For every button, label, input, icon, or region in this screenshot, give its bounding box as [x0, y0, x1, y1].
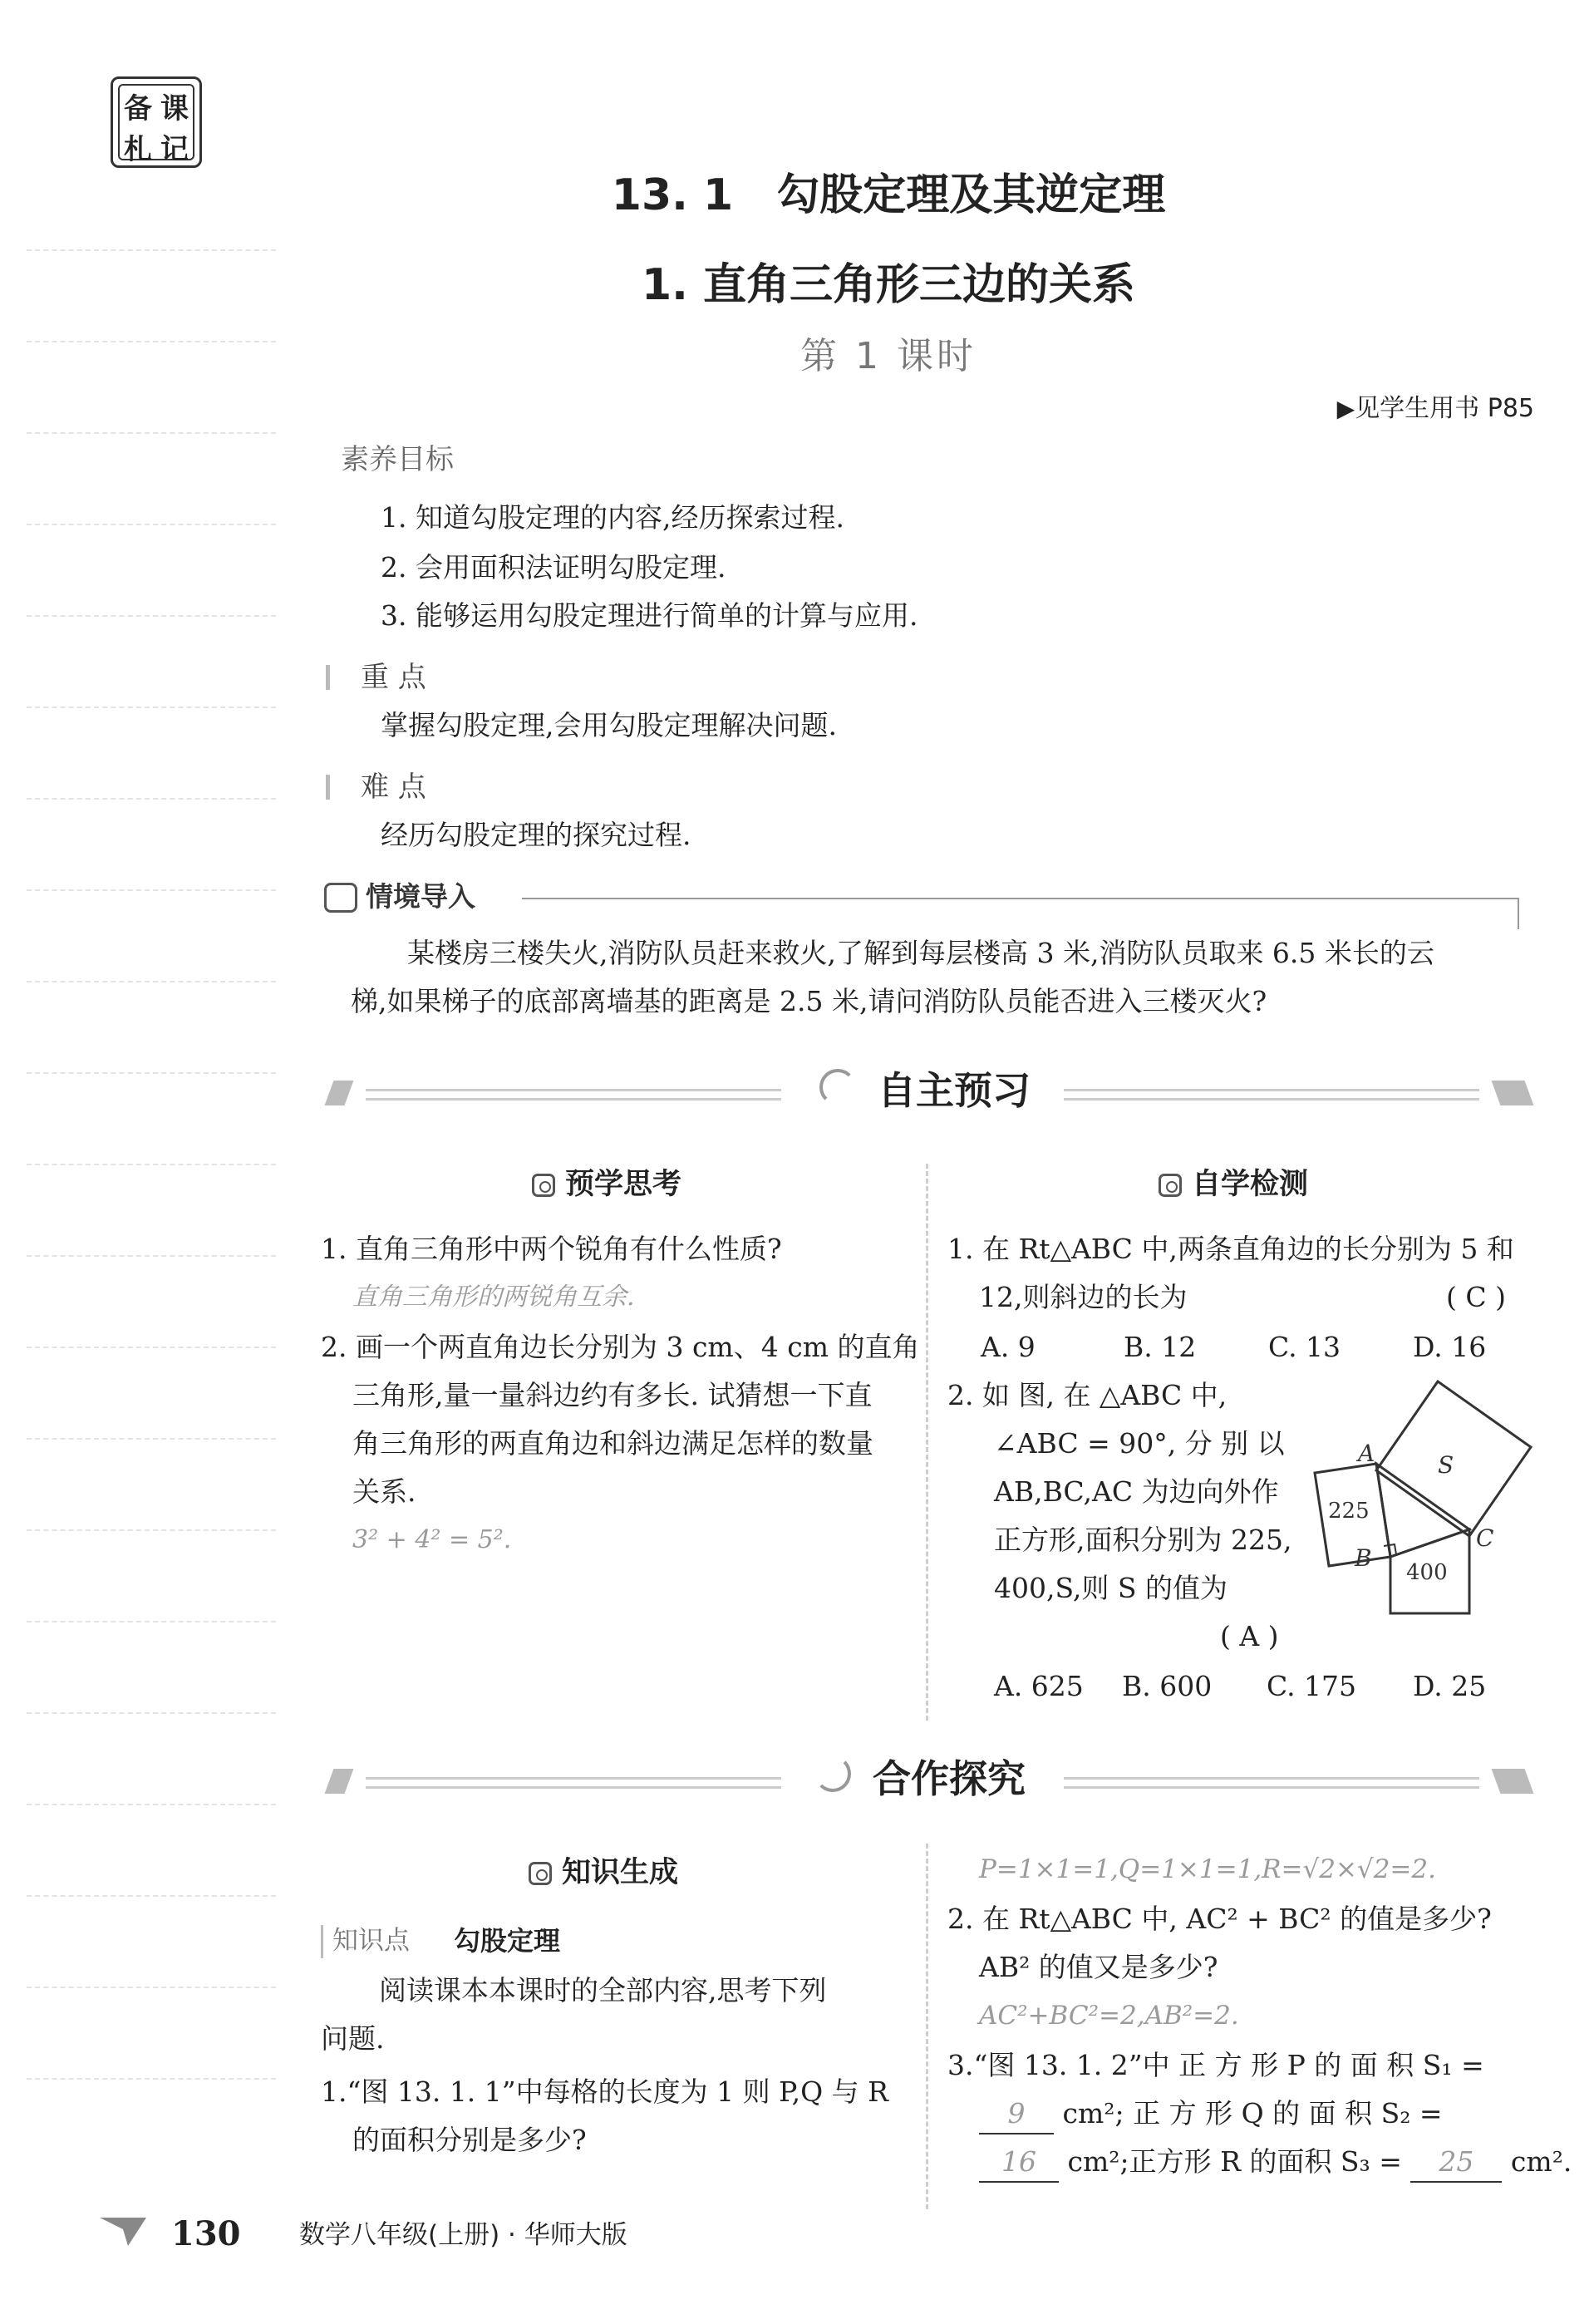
- prestudy-heading: [532, 1165, 681, 1204]
- scenario-rule-end: [1518, 898, 1519, 929]
- footer-arrow-icon: [98, 2214, 148, 2248]
- question-cont: 正方形,面积分别为 225,: [994, 1524, 1292, 1556]
- question-cont: [979, 2095, 1443, 2134]
- label-s: S: [1438, 1451, 1454, 1479]
- question: 2. 在 Rt△ABC 中, AC² + BC² 的值是多少?: [947, 1903, 1492, 1935]
- question: 3.“图 13. 1. 2”中 正 方 形 P 的 面 积 S₁ =: [947, 2049, 1484, 2081]
- scenario-heading: 情境导入: [366, 880, 475, 913]
- knowledge-point-marker: [321, 1925, 323, 1958]
- fill-blank: 25: [1410, 2143, 1502, 2183]
- preview-icon: [819, 1069, 856, 1105]
- selfcheck-heading: [1159, 1165, 1308, 1204]
- question-cont: 12,则斜边的长为: [979, 1281, 1188, 1313]
- banner-line: [366, 1777, 781, 1789]
- reference-text: 见学生用书 P85: [1355, 394, 1534, 423]
- knowledge-heading: [529, 1854, 678, 1892]
- column-divider: [926, 1844, 928, 2209]
- difficulty-text: 经历勾股定理的探究过程.: [381, 819, 691, 851]
- scenario-text: 梯,如果梯子的底部离墙基的距离是 2.5 米,请问消防队员能否进入三楼灭火?: [351, 985, 1267, 1017]
- question: 2. 画一个两直角边长分别为 3 cm、4 cm 的直角: [321, 1331, 920, 1363]
- thinking-icon: [532, 1174, 555, 1197]
- answer: 3² + 4² = 5².: [352, 1525, 512, 1554]
- question-cont: AB² 的值又是多少?: [979, 1951, 1218, 1983]
- question: 1.“图 13. 1. 1”中每格的长度为 1 则 P,Q 与 R: [321, 2075, 889, 2108]
- section-explore-title: 合作探究: [873, 1756, 1026, 1801]
- banner-right-decoration: [1492, 1769, 1534, 1794]
- label-c: C: [1476, 1524, 1494, 1552]
- stamp-char: 备: [124, 92, 152, 126]
- banner-line: [1064, 1777, 1479, 1789]
- banner-right-decoration: [1492, 1081, 1534, 1105]
- question-text: cm²;正方形 R 的面积 S₃ =: [1067, 2145, 1402, 2178]
- answer: 直角三角形的两锐角互余.: [352, 1283, 635, 1312]
- option: A. 9: [981, 1331, 1036, 1363]
- intro-text: 阅读课本本课时的全部内容,思考下列: [379, 1974, 827, 2006]
- scenario-text: 某楼房三楼失火,消防队员赶来救火,了解到每层楼高 3 米,消防队员取来 6.5 米长的云: [407, 937, 1434, 969]
- right-triangle: [1376, 1464, 1469, 1557]
- option: C. 13: [1268, 1331, 1341, 1363]
- question-cont: 关系.: [352, 1475, 416, 1508]
- question-cont: AB,BC,AC 为边向外作: [994, 1475, 1279, 1508]
- column-divider: [926, 1164, 928, 1721]
- option: D. 16: [1413, 1331, 1487, 1363]
- key-point-heading: 重 点: [361, 661, 426, 694]
- question-cont: [979, 2143, 1572, 2183]
- intro-text: 问题.: [321, 2022, 385, 2055]
- stamp-char: 记: [160, 133, 189, 166]
- goal-item: 3. 能够运用勾股定理进行简单的计算与应用.: [381, 599, 918, 632]
- banner-left-decoration: [325, 1081, 354, 1105]
- key-point-text: 掌握勾股定理,会用勾股定理解决问题.: [381, 709, 837, 741]
- lesson-title: 1. 直角三角形三边的关系: [641, 260, 1136, 310]
- option: A. 625: [994, 1670, 1084, 1702]
- question-cont: 的面积分别是多少?: [352, 2124, 587, 2156]
- question-cont: 400,S,则 S 的值为: [994, 1572, 1227, 1604]
- check-icon: [1159, 1174, 1182, 1197]
- question-text: cm²; 正 方 形 Q 的 面 积 S₂ =: [1062, 2097, 1443, 2130]
- answer-choice: ( C ): [1446, 1281, 1506, 1313]
- stamp-char: 课: [160, 92, 189, 126]
- knowledge-heading-text: 知识生成: [562, 1856, 679, 1889]
- key-point-marker: [326, 665, 330, 690]
- textbook-reference: [1337, 387, 1534, 424]
- scenario-rule: [522, 898, 1519, 899]
- scenario-icon: [324, 883, 357, 913]
- question: 1. 在 Rt△ABC 中,两条直角边的长分别为 5 和: [947, 1233, 1514, 1265]
- knowledge-point-title: 勾股定理: [454, 1925, 561, 1957]
- goal-item: 2. 会用面积法证明勾股定理.: [381, 551, 726, 583]
- label-a: A: [1358, 1440, 1375, 1467]
- fill-blank: 16: [979, 2143, 1059, 2183]
- question: 1. 直角三角形中两个锐角有什么性质?: [321, 1233, 782, 1265]
- option: B. 600: [1122, 1670, 1213, 1702]
- stamp-char: 札: [124, 133, 152, 166]
- squares-on-triangle-figure: [1313, 1380, 1537, 1629]
- question-cont: 三角形,量一量斜边约有多长. 试猜想一下直: [352, 1379, 873, 1411]
- prestudy-heading-text: 预学思考: [565, 1168, 682, 1201]
- area-value-400: 400: [1406, 1560, 1448, 1585]
- book-title: 数学八年级(上册) · 华师大版: [299, 2220, 627, 2250]
- goals-heading: 素养目标: [341, 443, 454, 476]
- difficulty-marker: [326, 775, 330, 800]
- question-text: cm².: [1510, 2145, 1572, 2178]
- banner-left-decoration: [325, 1769, 354, 1794]
- option: C. 175: [1267, 1670, 1357, 1702]
- option: B. 12: [1124, 1331, 1197, 1363]
- goal-item: 1. 知道勾股定理的内容,经历探索过程.: [381, 501, 844, 534]
- answer: P=1×1=1,Q=1×1=1,R=√2×√2=2.: [979, 1854, 1436, 1884]
- label-b: B: [1355, 1544, 1372, 1572]
- question-cont: ∠ABC = 90°, 分 别 以: [994, 1427, 1285, 1460]
- knowledge-icon: [529, 1862, 552, 1885]
- option: D. 25: [1413, 1670, 1487, 1702]
- question-cont: 角三角形的两直角边和斜边满足怎样的数量: [352, 1427, 873, 1460]
- fill-blank: 9: [979, 2095, 1054, 2134]
- selfcheck-heading-text: 自学检测: [1192, 1168, 1309, 1201]
- section-preview-title: 自主预习: [878, 1068, 1031, 1113]
- knowledge-point-label: 知识点: [332, 1926, 410, 1956]
- banner-line: [366, 1089, 781, 1100]
- question: 2. 如 图, 在 △ABC 中,: [947, 1379, 1227, 1411]
- page-number: 130: [171, 2214, 241, 2253]
- section-title: 13. 1 勾股定理及其逆定理: [611, 170, 1166, 220]
- answer-choice: ( A ): [1220, 1620, 1279, 1652]
- lesson-notes-stamp: [111, 76, 202, 168]
- area-value-225: 225: [1328, 1499, 1370, 1524]
- banner-line: [1064, 1089, 1479, 1100]
- lesson-period: 第 1 课时: [800, 335, 977, 377]
- answer: AC²+BC²=2,AB²=2.: [979, 2001, 1239, 2031]
- difficulty-heading: 难 点: [361, 771, 426, 804]
- triangle-right-icon: ▶: [1336, 395, 1355, 422]
- explore-icon: [814, 1755, 851, 1792]
